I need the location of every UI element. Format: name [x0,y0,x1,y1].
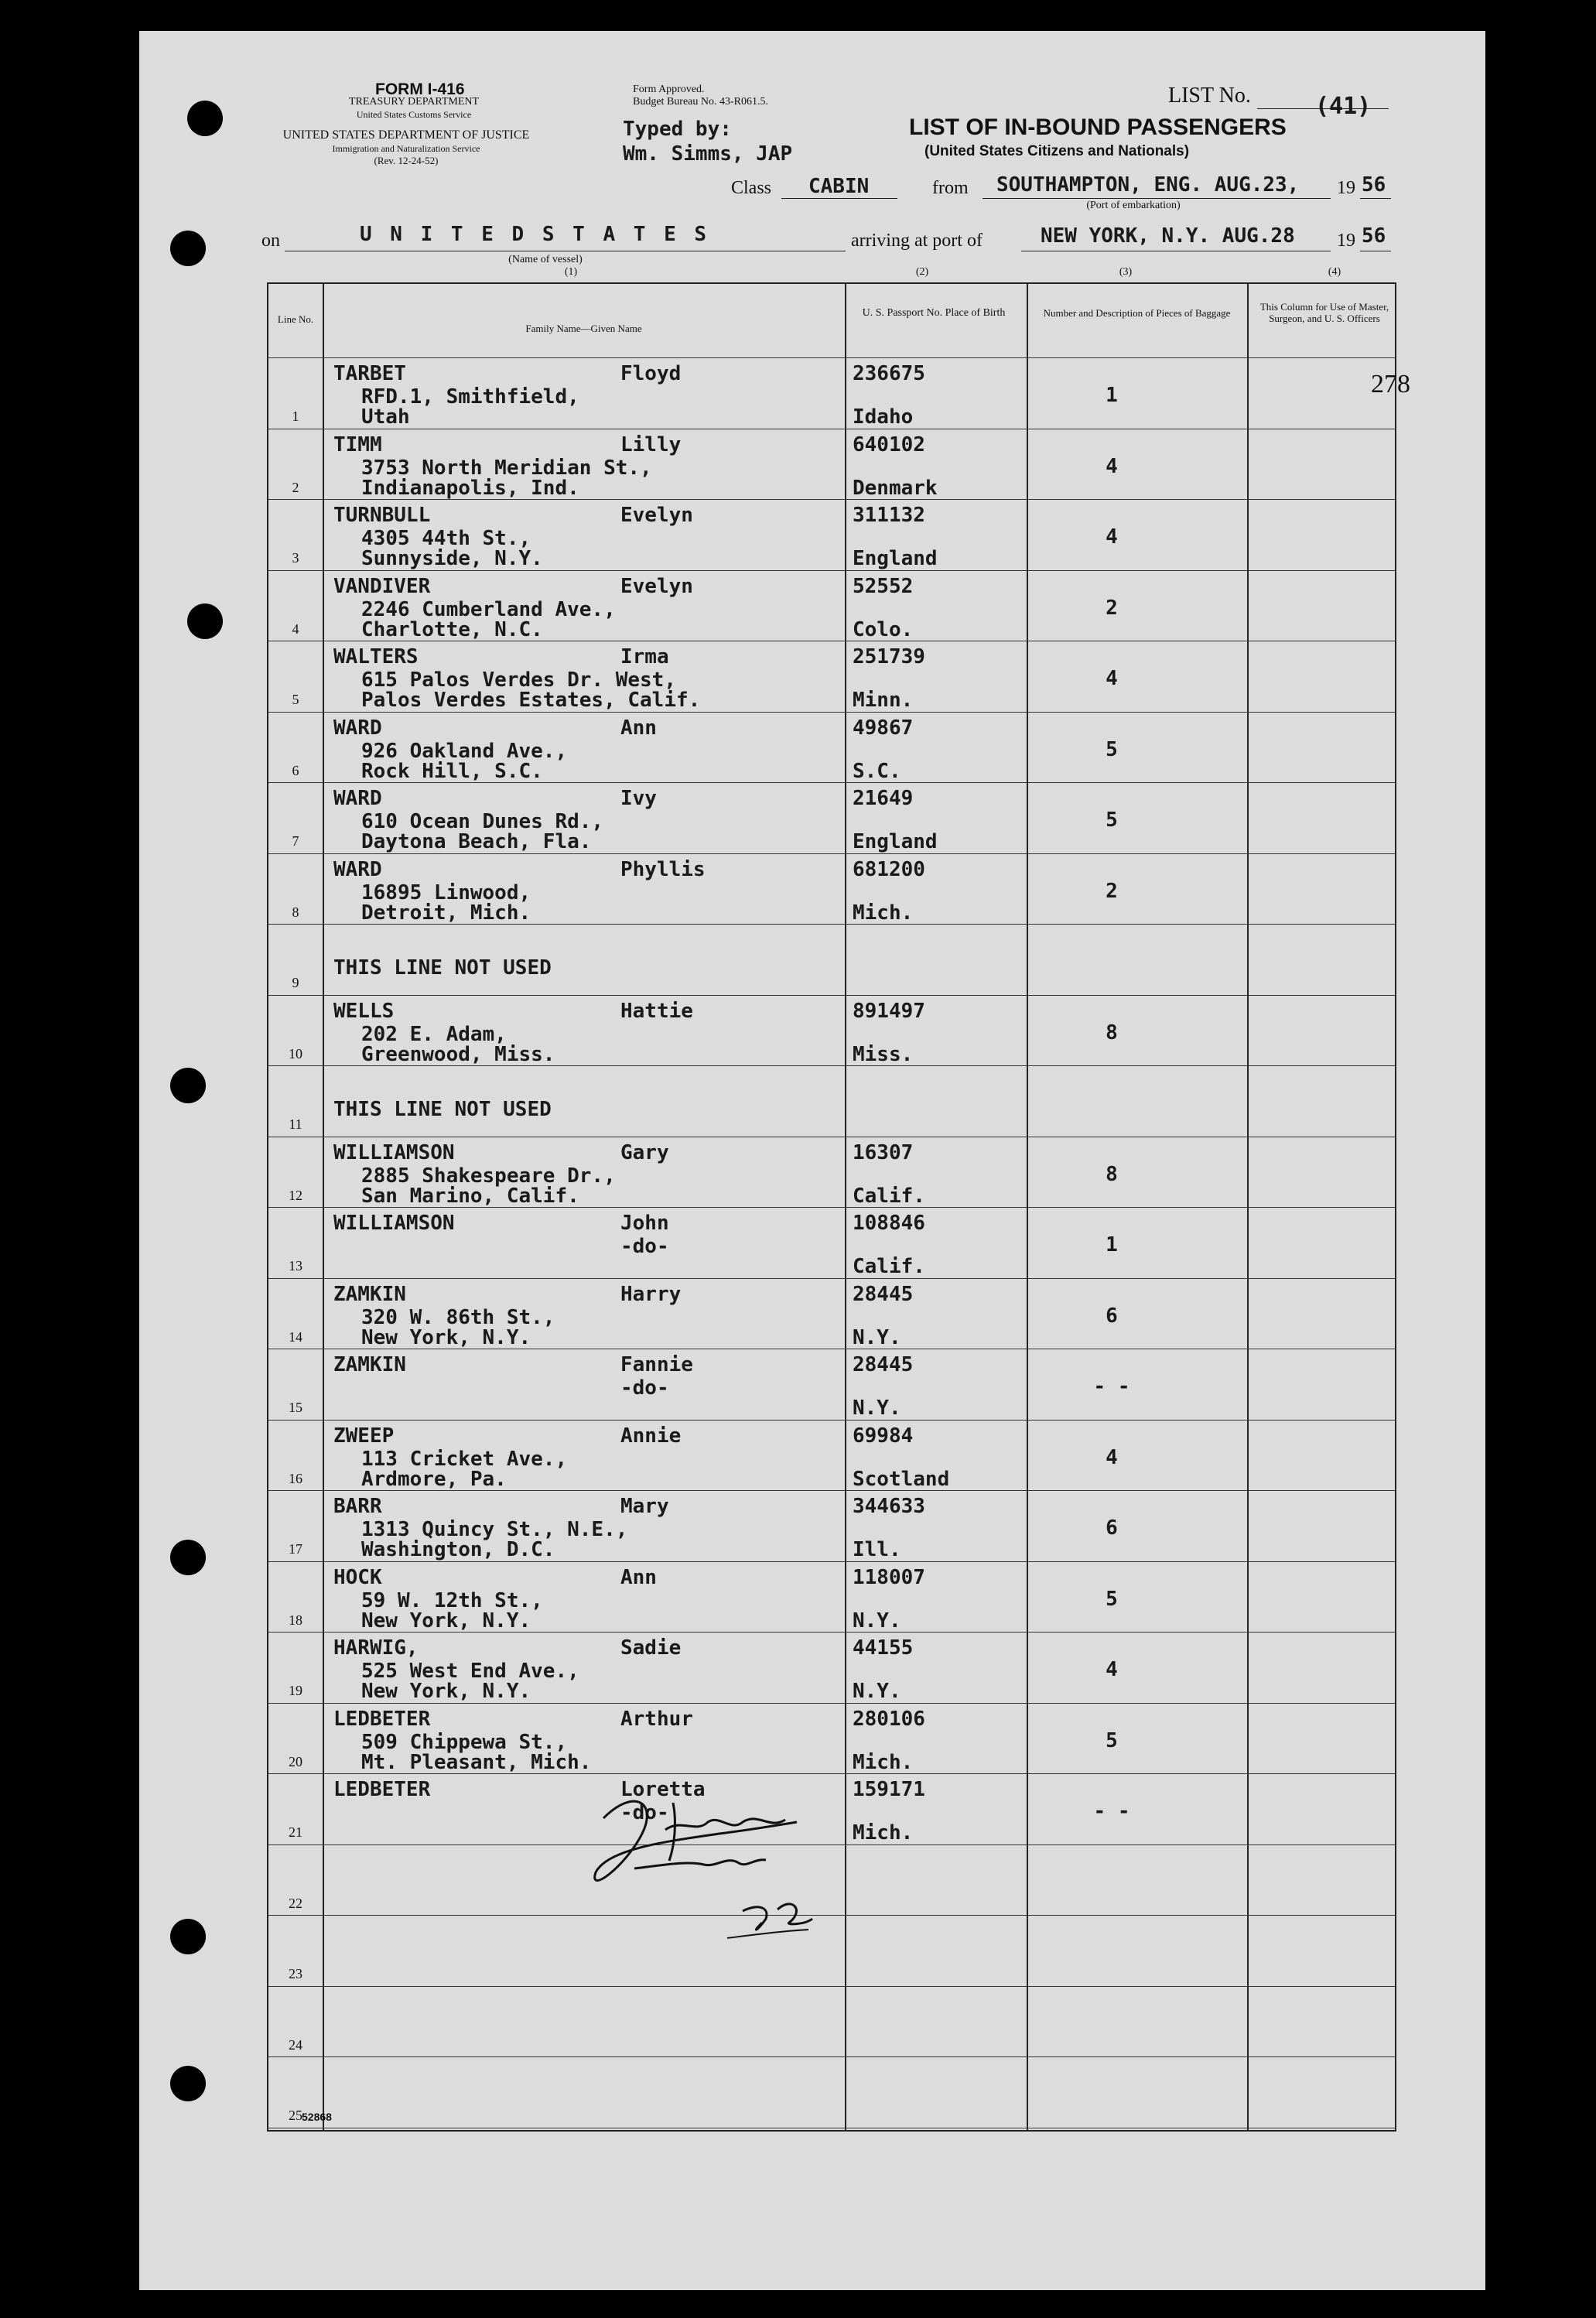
line-number: 8 [292,904,299,920]
year-arrive: 56 [1362,224,1386,248]
given-name: Hattie [620,999,693,1023]
customs-service: United States Customs Service [356,109,472,120]
address-line-2: Greenwood, Miss. [361,1042,555,1066]
family-name: HOCK [333,1565,382,1589]
table-row [268,782,1395,853]
col-num-4: (4) [1328,266,1341,278]
table-row [268,570,1395,641]
place-of-birth: Minn. [853,689,914,712]
family-name: HARWIG, [333,1636,419,1660]
passport-number: 44155 [853,1636,914,1660]
typed-by-label: Typed by: [623,118,732,141]
table-row [268,924,1395,994]
col-header-name: Family Name—Given Name [525,323,642,334]
family-name: LEDBETER [333,1707,431,1731]
passport-number: 118007 [853,1565,925,1589]
passport-number: 49867 [853,716,914,740]
line-number: 15 [289,1400,302,1415]
place-of-birth: N.Y. [853,1609,901,1633]
given-name: Loretta [620,1778,706,1801]
from-value: SOUTHAMPTON, ENG. AUG.23, [996,173,1300,197]
line-number: 21 [289,1824,302,1840]
address-line-2: New York, N.Y. [361,1680,531,1703]
place-of-birth: Miss. [853,1042,914,1066]
table-row [268,995,1395,1065]
address-line-1: 4305 44th St., [361,527,531,550]
baggage-count: 2 [1106,879,1118,903]
passport-number: 280106 [853,1707,925,1731]
given-name: Ivy [620,787,657,810]
line-number: 1 [292,409,299,424]
family-name: WARD [333,716,382,740]
baggage-count: 5 [1106,1728,1118,1752]
line-number: 17 [289,1541,302,1557]
passenger-list-form [139,31,1485,2290]
family-name: WALTERS [333,645,419,668]
passport-number: 236675 [853,362,925,385]
given-name: John [620,1212,669,1235]
from-label: from [932,178,969,198]
address-line-2: Palos Verdes Estates, Calif. [361,689,701,712]
address-line-2: Washington, D.C. [361,1538,555,1561]
punch-hole [170,1068,206,1103]
punch-hole [170,1540,206,1575]
form-title: LIST OF IN-BOUND PASSENGERS [909,115,1287,140]
family-name: TIMM [333,432,382,456]
given-name: Harry [620,1282,682,1306]
baggage-count: 1 [1106,1233,1118,1256]
given-name: Fannie [620,1353,693,1376]
family-name: TURNBULL [333,504,431,527]
place-of-birth: S.C. [853,759,901,783]
baggage-count: 4 [1106,1658,1118,1681]
passport-number: 159171 [853,1778,925,1801]
col-num-1: (1) [564,266,578,278]
punch-hole [187,603,223,639]
table-row [268,429,1395,499]
address-line-1: 202 E. Adam, [361,1022,507,1046]
col-num-2: (2) [915,266,929,278]
address-line-2: New York, N.Y. [361,1609,531,1633]
address-line-1: 3753 North Meridian St., [361,456,652,480]
address-line-1: RFD.1, Smithfield, [361,385,579,409]
passport-number: 21649 [853,787,914,810]
table-row [268,1490,1395,1561]
given-name: Irma [620,645,669,668]
family-name: LEDBETER [333,1778,431,1801]
form-subtitle: (United States Citizens and Nationals) [924,143,1190,159]
address-line-2: Mt. Pleasant, Mich. [361,1750,592,1774]
given-name: Phyllis [620,857,706,881]
table-row [268,1065,1395,1136]
revision-date: (Rev. 12-24-52) [374,155,439,166]
family-name: ZAMKIN [333,1282,406,1306]
year-prefix-embark: 19 [1337,178,1355,198]
line-number: 14 [289,1328,302,1345]
line-number: 19 [289,1683,302,1698]
ditto-mark: -do- [620,1235,669,1258]
footer-code: 52868 [302,2111,332,2123]
line-number: 10 [289,1045,302,1062]
line-number: 12 [289,1187,302,1203]
vessel-caption: (Name of vessel) [508,254,583,265]
family-name: WARD [333,857,382,881]
baggage-count: 4 [1106,454,1118,478]
address-line-2: Charlotte, N.C. [361,617,543,641]
passport-number: 311132 [853,504,925,527]
given-name: Gary [620,1140,669,1164]
passport-number: 108846 [853,1212,925,1235]
on-label: on [261,231,280,251]
table-row [268,499,1395,569]
passport-number: 681200 [853,857,925,881]
typed-by-value: Wm. Simms, JAP [623,142,793,166]
baggage-count: 5 [1106,737,1118,761]
table-row [268,1561,1395,1632]
given-name: Sadie [620,1636,682,1660]
given-name: Ann [620,716,657,740]
table-row [268,1986,1395,2056]
address-line-2: San Marino, Calif. [361,1184,579,1208]
address-line-2: Ardmore, Pa. [361,1467,507,1491]
given-name: Evelyn [620,574,693,598]
line-number: 16 [289,1470,302,1486]
baggage-count: 4 [1106,1445,1118,1469]
col-header-passport: U. S. Passport No. Place of Birth [862,307,1006,319]
address-line-1: 2885 Shakespeare Dr., [361,1164,616,1188]
line-number: 9 [292,975,299,990]
line-number: 11 [289,1116,302,1132]
punch-hole [170,231,206,266]
col-header-baggage: Number and Description of Pieces of Baggage [1043,307,1231,319]
table-row [268,2056,1395,2127]
address-line-1: 113 Cricket Ave., [361,1447,568,1471]
address-line-1: 509 Chippewa St., [361,1730,568,1754]
year-embark: 56 [1362,173,1386,197]
address-line-1: 610 Ocean Dunes Rd., [361,810,604,833]
line-number: 24 [289,2036,302,2053]
table-row [268,641,1395,711]
baggage-count: 2 [1106,596,1118,620]
list-no-label: LIST No. [1168,84,1251,108]
punch-hole [187,101,223,136]
baggage-count: 8 [1106,1162,1118,1186]
col-num-3: (3) [1119,266,1133,278]
place-of-birth: Calif. [853,1184,925,1208]
place-of-birth: Ill. [853,1538,901,1561]
family-name: VANDIVER [333,574,431,598]
form-number: FORM I-416 [375,80,465,98]
table-row [268,853,1395,924]
baggage-count: 4 [1106,525,1118,549]
department-of-justice: UNITED STATES DEPARTMENT OF JUSTICE [282,128,530,142]
baggage-count: 8 [1106,1021,1118,1044]
table-row [268,1420,1395,1490]
line-number: 20 [289,1753,302,1769]
place-of-birth: N.Y. [853,1397,901,1420]
address-line-1: 320 W. 86th St., [361,1305,555,1329]
place-of-birth: Calif. [853,1255,925,1278]
line-number: 5 [292,692,299,707]
passport-number: 16307 [853,1140,914,1164]
address-line-2: Sunnyside, N.Y. [361,547,543,570]
passport-number: 251739 [853,645,925,668]
place-of-birth: Denmark [853,476,938,500]
line-number: 3 [292,550,299,566]
place-of-birth: N.Y. [853,1680,901,1703]
family-name: TARBET [333,362,406,385]
address-line-1: 615 Palos Verdes Dr. West, [361,668,676,692]
address-line-1: 926 Oakland Ave., [361,739,568,763]
line-not-used: THIS LINE NOT USED [333,956,552,980]
passport-number: 52552 [853,574,914,598]
table-row [268,1207,1395,1277]
family-name: WARD [333,787,382,810]
address-line-1: 2246 Cumberland Ave., [361,597,616,621]
place-of-birth: Scotland [853,1467,950,1491]
line-number: 23 [289,1966,302,1981]
given-name: Arthur [620,1707,693,1731]
given-name: Annie [620,1424,682,1448]
table-row [268,712,1395,782]
baggage-count: - - [1093,1800,1130,1823]
place-of-birth: Mich. [853,1750,914,1774]
baggage-count: 4 [1106,667,1118,690]
punch-hole [170,1919,206,1954]
col-header-line-no: Line No. [277,313,314,325]
officer-note: 278 [1371,370,1410,398]
list-no-value: (41) [1315,93,1372,120]
line-number: 4 [292,621,299,637]
family-name: BARR [333,1495,382,1518]
line-number: 7 [292,833,299,849]
col-header-officers: This Column for Use of Master, Surgeon, and U. S. Officers [1259,301,1389,324]
budget-bureau: Budget Bureau No. 43-R061.5. [633,96,768,108]
treasury-department: TREASURY DEPARTMENT [348,96,480,108]
address-line-2: Rock Hill, S.C. [361,759,543,783]
address-line-1: 1313 Quincy St., N.E., [361,1518,628,1541]
place-of-birth: Mich. [853,1821,914,1844]
family-name: WILLIAMSON [333,1140,455,1164]
baggage-count: 5 [1106,1587,1118,1611]
place-of-birth: Colo. [853,617,914,641]
address-line-1: 525 West End Ave., [361,1660,579,1683]
table-row [268,1137,1395,1207]
baggage-count: - - [1093,1375,1130,1398]
address-line-2: Indianapolis, Ind. [361,476,579,500]
address-line-2: Utah [361,405,410,429]
given-name: Lilly [620,432,682,456]
line-not-used: THIS LINE NOT USED [333,1098,552,1121]
family-name: WELLS [333,999,395,1023]
address-line-1: 16895 Linwood, [361,880,531,904]
arriving-label: arriving at port of [851,231,983,251]
line-number: 25 [289,2108,302,2123]
given-name: Evelyn [620,504,693,527]
place-of-birth: Mich. [853,901,914,925]
line-number: 6 [292,762,299,778]
table-row [268,1703,1395,1773]
line-number: 22 [289,1895,302,1911]
line-number: 18 [289,1612,302,1628]
address-line-1: 59 W. 12th St., [361,1588,543,1612]
table-row [268,1349,1395,1419]
port-embark-caption: (Port of embarkation) [1086,200,1181,211]
line-number: 2 [292,479,299,495]
line-number: 13 [289,1258,302,1274]
passport-number: 344633 [853,1495,925,1518]
family-name: ZAMKIN [333,1353,406,1376]
passport-number: 69984 [853,1424,914,1448]
year-prefix-arrive: 19 [1337,231,1355,251]
address-line-2: New York, N.Y. [361,1325,531,1349]
given-name: Ann [620,1565,657,1589]
family-name: ZWEEP [333,1424,395,1448]
place-of-birth: Idaho [853,405,914,429]
class-label: Class [731,178,772,198]
ditto-mark: -do- [620,1376,669,1400]
given-name: Floyd [620,362,682,385]
place-of-birth: N.Y. [853,1325,901,1349]
place-of-birth: England [853,830,938,853]
baggage-count: 1 [1106,384,1118,407]
vessel-name: U N I T E D S T A T E S [360,223,710,246]
given-name: Mary [620,1495,669,1518]
baggage-count: 6 [1106,1516,1118,1540]
place-of-birth: England [853,547,938,570]
ditto-mark: -do- [620,1801,669,1824]
baggage-count: 6 [1106,1304,1118,1328]
passport-number: 891497 [853,999,925,1023]
address-line-2: Detroit, Mich. [361,901,531,925]
arriving-value: NEW YORK, N.Y. AUG.28 [1041,224,1295,248]
family-name: WILLIAMSON [333,1212,455,1235]
address-line-2: Daytona Beach, Fla. [361,830,592,853]
table-row [268,357,1410,429]
passport-number: 28445 [853,1353,914,1376]
table-row [268,1632,1395,1702]
class-value: CABIN [808,175,870,198]
table-row [268,1278,1395,1349]
immigration-service: Immigration and Naturalization Service [332,143,480,154]
passport-number: 28445 [853,1282,914,1306]
passport-number: 640102 [853,432,925,456]
punch-hole [170,2066,206,2101]
form-approved: Form Approved. [633,84,705,95]
baggage-count: 5 [1106,809,1118,832]
